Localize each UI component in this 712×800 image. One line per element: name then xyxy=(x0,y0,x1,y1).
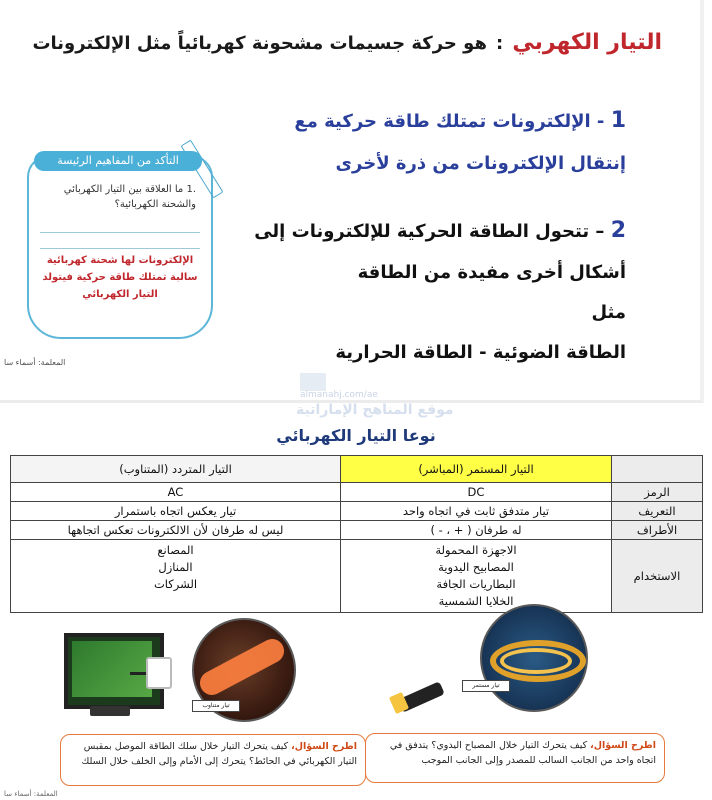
list-item: المنازل xyxy=(158,560,193,574)
cell-dc-usage xyxy=(341,540,612,613)
point-2-line-1: – تتحول الطاقة الحركية للإلكترونات إلى xyxy=(254,221,605,242)
question-tag: اطرح السؤال، xyxy=(590,740,656,751)
point-2-line-4: الطاقة الضوئية - الطاقة الحرارية xyxy=(335,342,626,363)
row-label-symbol: الرمز xyxy=(612,483,703,502)
list-item: الشركات xyxy=(153,577,198,591)
wall-socket-icon xyxy=(146,657,172,689)
table-header-row xyxy=(11,456,703,483)
row-label-definition: التعريف xyxy=(612,502,703,521)
answer-line xyxy=(40,248,200,249)
table-row xyxy=(11,483,703,502)
title-separator: : xyxy=(496,33,504,54)
cell-ac-symbol: AC xyxy=(11,483,341,502)
question-box-dc xyxy=(365,733,665,783)
question-tag: اطرح السؤال، xyxy=(291,741,357,752)
point-2-number: 2 xyxy=(610,218,626,243)
table-row xyxy=(11,540,703,613)
concept-answer xyxy=(40,252,200,303)
question-text-ac: كيف يتحرك التيار خلال سلك الطاقة الموصل بمقبس التيار الكهربائي في الحائط؟ يتحرك إلى الأمام وإلى الخلف خلال السلك xyxy=(81,741,357,767)
title-term: التيار الكهربي xyxy=(512,30,662,55)
concept-check-tag: التأكد من المفاهيم الرئيسة xyxy=(34,151,202,171)
concept-answer-line-2: سالبة تمتلك طاقة حركية فيتولد xyxy=(42,272,198,283)
cell-dc-terminals: له طرفان ( + ، - ) xyxy=(341,521,612,540)
header-dc: التيار المستمر (المباشر) xyxy=(341,456,612,483)
question-text-dc: كيف يتحرك التيار خلال المصباح اليدوي؟ يتدفق في اتجاه واحد من الجانب السالب للمصدر وإلى الجانب الموجب xyxy=(389,740,656,766)
cell-dc-symbol: DC xyxy=(341,483,612,502)
concept-answer-line-3: التيار الكهربائي xyxy=(82,289,158,300)
point-2 xyxy=(246,210,626,373)
list-item: البطاريات الجافة xyxy=(436,577,516,591)
point-1-number: 1 xyxy=(610,108,626,133)
point-1 xyxy=(246,100,626,185)
question-box-ac xyxy=(60,734,366,786)
cell-ac-usage xyxy=(11,540,341,613)
concept-answer-line-1: الإلكترونات لها شحنة كهربائية xyxy=(46,255,194,266)
point-2-line-3: مثل xyxy=(591,302,626,323)
header-ac: التيار المتردد (المتناوب) xyxy=(11,456,341,483)
cell-ac-terminals: ليس له طرفان لأن الالكترونات تعكس اتجاهها xyxy=(11,521,341,540)
point-1-line-1: - الإلكترونات تمتلك طاقة حركية مع xyxy=(294,111,605,132)
table-row xyxy=(11,502,703,521)
title-definition: هو حركة جسيمات مشحونة كهربائياً مثل الإلكترونات xyxy=(32,33,487,54)
header-empty xyxy=(612,456,703,483)
list-item: المصانع xyxy=(157,543,194,557)
tv-screen-field xyxy=(72,641,152,697)
list-item: الخلايا الشمسية xyxy=(438,594,514,608)
watermark-url: almanahj.com/ae xyxy=(300,390,378,400)
concept-question: .1 ما العلاقة بين التيار الكهربائي والشحنة الكهربائية؟ xyxy=(63,184,196,210)
point-2-line-2: أشكال أخرى مفيدة من الطاقة xyxy=(357,262,626,283)
point-1-line-2: إنتقال الإلكترونات من ذرة لأخرى xyxy=(335,153,626,174)
row-label-usage: الاستخدام xyxy=(612,540,703,613)
watermark-logo-icon xyxy=(300,373,326,391)
current-types-table xyxy=(10,455,703,613)
cell-ac-definition: تيار يعكس اتجاه باستمرار xyxy=(11,502,341,521)
footer-teacher-label: المعلمة: أسماء سا xyxy=(4,790,58,798)
list-item: المصابيح اليدوية xyxy=(438,560,514,574)
row-label-terminals: الأطراف xyxy=(612,521,703,540)
list-item: الاجهزة المحمولة xyxy=(435,543,517,557)
tv-stand xyxy=(90,706,130,716)
ac-wire-label: تيار متناوب xyxy=(192,700,240,712)
answer-line xyxy=(40,232,200,233)
coil-inner xyxy=(500,648,572,674)
watermark-site: موقع المناهج الإماراتية xyxy=(296,402,454,418)
dc-coil-label: تيار مستمر xyxy=(462,680,510,692)
teacher-label: المعلمة: أسماء سا xyxy=(4,358,66,367)
table-title: نوعا التيار الكهربائي xyxy=(276,426,436,445)
table-row xyxy=(11,521,703,540)
slide-title xyxy=(32,30,662,55)
cell-dc-definition: تيار متدفق ثابت في اتجاه واحد xyxy=(341,502,612,521)
